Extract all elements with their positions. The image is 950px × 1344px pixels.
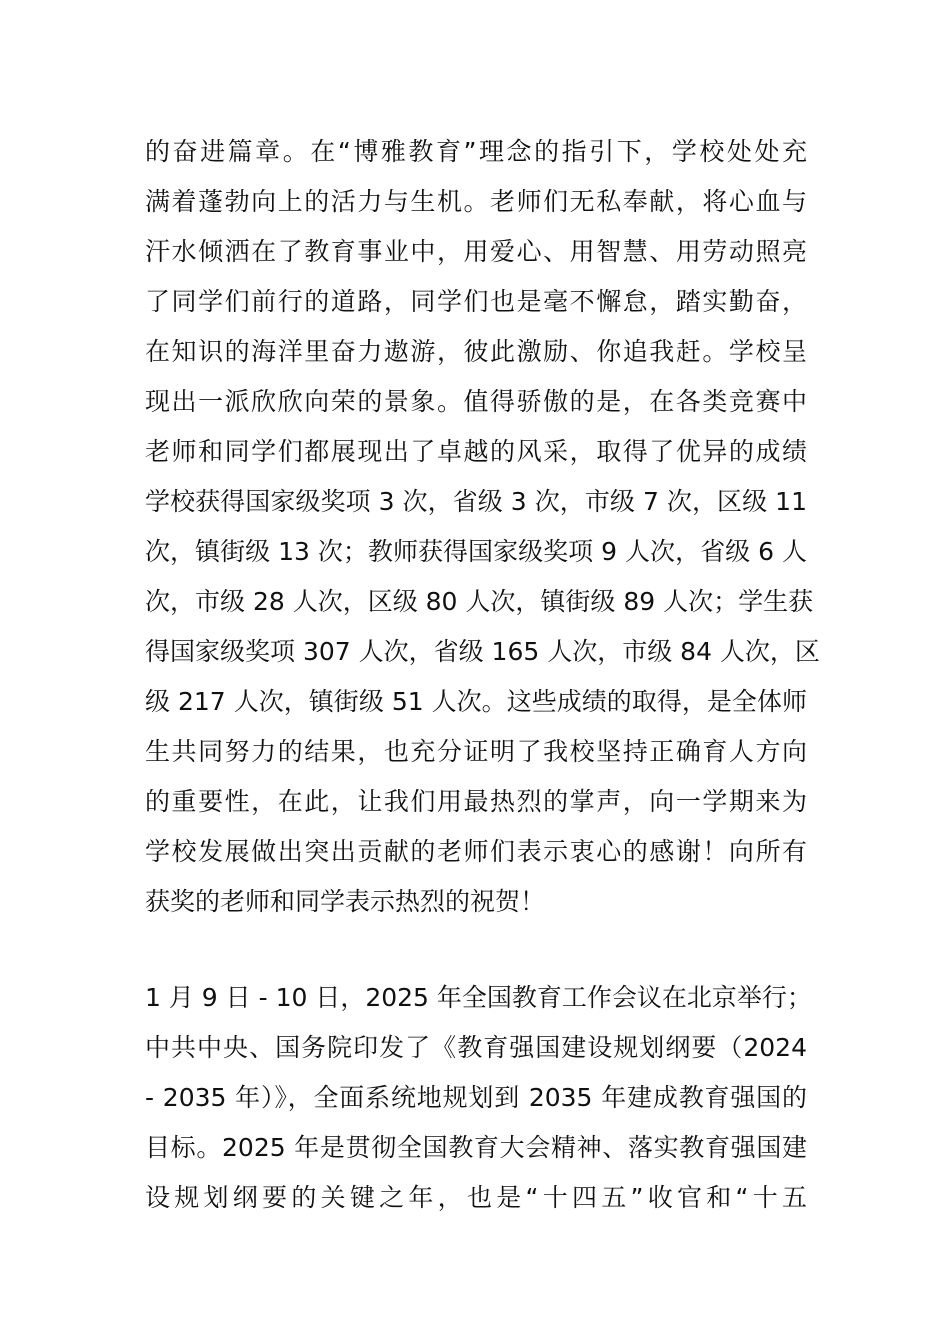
paragraph-line: 设规划纲要的关键之年，也是“十四五”收官和“十五 xyxy=(145,1183,807,1212)
paragraph-line: 满着蓬勃向上的活力与生机。老师们无私奉献，将心血与 xyxy=(145,187,807,216)
paragraph-line: - 2035 年）》，全面系统地规划到 2035 年建成教育强国的 xyxy=(145,1083,807,1112)
paragraph-line: 了同学们前行的道路，同学们也是毫不懈怠，踏实勤奋， xyxy=(145,287,807,316)
paragraph-line: 获奖的老师和同学表示热烈的祝贺！ xyxy=(145,887,546,916)
paragraph-line: 现出一派欣欣向荣的景象。值得骄傲的是，在各类竞赛中 xyxy=(145,387,807,416)
paragraph-line: 中共中央、国务院印发了《教育强国建设规划纲要（2024 xyxy=(145,1033,807,1062)
paragraph-line: 次，镇街级 13 次；教师获得国家级奖项 9 人次，省级 6 人 xyxy=(145,537,807,566)
paragraph-line: 学校获得国家级奖项 3 次，省级 3 次，市级 7 次，区级 11 xyxy=(145,487,807,516)
paragraph-line: 得国家级奖项 307 人次，省级 165 人次，市级 84 人次，区 xyxy=(145,637,820,666)
paragraph-line: 次，市级 28 人次，区级 80 人次，镇街级 89 人次；学生获 xyxy=(145,587,814,616)
paragraph-line: 1 月 9 日 - 10 日，2025 年全国教育工作会议在北京举行； xyxy=(145,983,812,1012)
paragraph-line: 的奋进篇章。在“博雅教育”理念的指引下，学校处处充 xyxy=(145,137,807,166)
paragraph-education-conference xyxy=(145,973,812,1223)
paragraph-line: 学校发展做出突出贡献的老师们表示衷心的感谢！向所有 xyxy=(145,837,807,866)
paragraph-line: 在知识的海洋里奋力遨游，彼此激励、你追我赶。学校呈 xyxy=(145,337,807,366)
paragraph-line: 目标。2025 年是贯彻全国教育大会精神、落实教育强国建 xyxy=(145,1133,807,1162)
paragraph-line: 级 217 人次，镇街级 51 人次。这些成绩的取得，是全体师 xyxy=(145,687,807,716)
paragraph-line: 生共同努力的结果，也充分证明了我校坚持正确育人方向 xyxy=(145,737,807,766)
paragraph-line: 的重要性，在此，让我们用最热烈的掌声，向一学期来为 xyxy=(145,787,807,816)
paragraph-line: 老师和同学们都展现出了卓越的风采，取得了优异的成绩 xyxy=(145,437,807,466)
paragraph-line: 汗水倾洒在了教育事业中，用爱心、用智慧、用劳动照亮 xyxy=(145,237,807,266)
paragraph-achievements xyxy=(145,127,820,927)
